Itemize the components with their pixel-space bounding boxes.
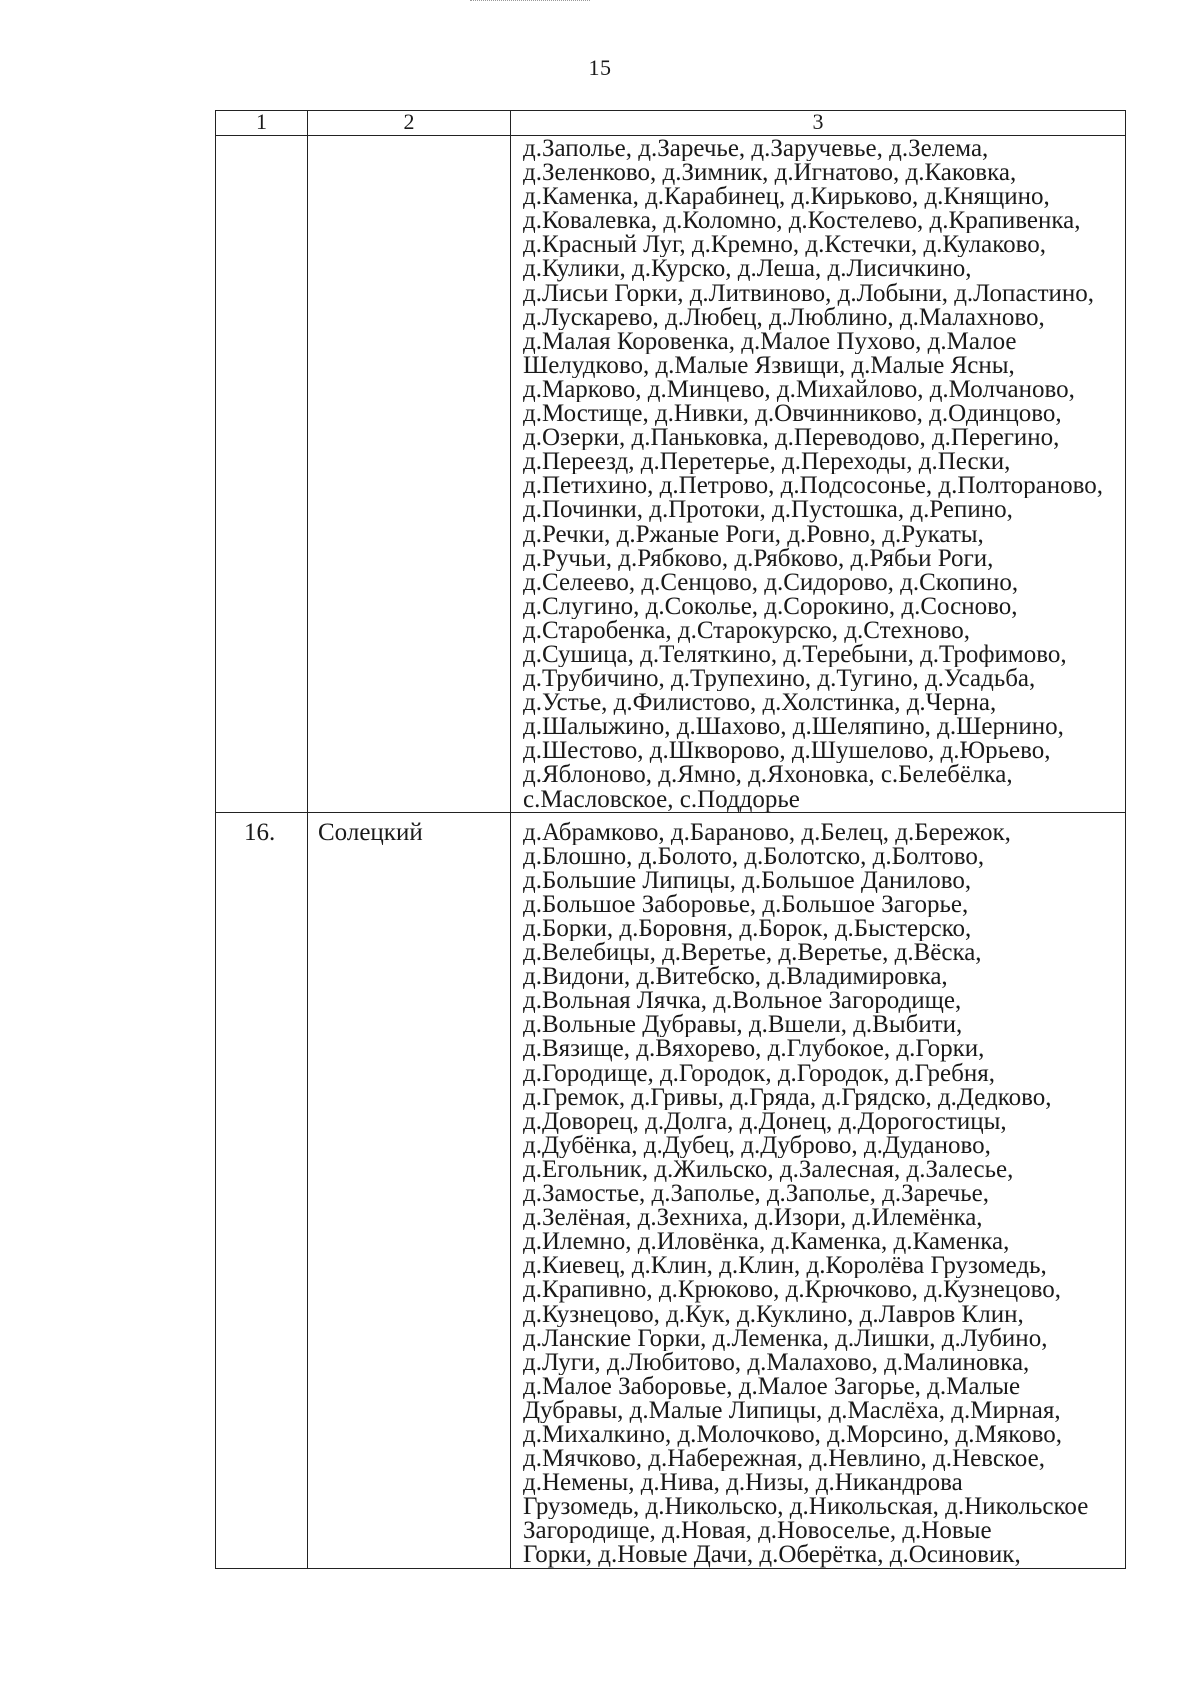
settlement-line: д.Абрамково, д.Бараново, д.Белец, д.Бережок, [523, 820, 1011, 845]
settlement-line: д.Киевец, д.Клин, д.Клин, д.Королёва Грузомедь, [523, 1254, 1047, 1279]
settlement-line: д.Доворец, д.Долга, д.Донец, д.Дорогостицы, [523, 1109, 1007, 1134]
settlement-line: д.Марково, д.Минцево, д.Михайлово, д.Молчаново, [523, 377, 1075, 403]
table-header-row [216, 111, 1126, 136]
settlement-line: д.Немены, д.Нива, д.Низы, д.Никандрова [523, 1471, 963, 1496]
settlement-line: Горки, д.Новые Дачи, д.Оберётка, д.Осиновик, [523, 1543, 1021, 1568]
settlement-line: д.Малая Коровенка, д.Малое Пухово, д.Малое [523, 329, 1017, 354]
settlement-line: д.Малое Заборовье, д.Малое Загорье, д.Малые [523, 1374, 1021, 1399]
settlement-line: д.Замостье, д.Заполье, д.Заполье, д.Заречье, [523, 1182, 990, 1207]
settlement-line: д.Переезд, д.Перетерье, д.Переходы, д.Пески, [523, 450, 1011, 475]
settlement-line: д.Кузнецово, д.Кук, д.Куклино, д.Лавров Клин, [523, 1302, 1024, 1327]
settlement-line: Шелудково, д.Малые Язвищи, д.Малые Ясны, [523, 353, 1015, 378]
settlement-line: д.Устье, д.Филистово, д.Холстинка, д.Черна, [523, 691, 997, 716]
settlement-line: Дубравы, д.Малые Липицы, д.Маслёха, д.Мирная, [523, 1398, 1061, 1423]
table-row-continuation [216, 136, 1126, 813]
district-name-cell: Солецкий [308, 812, 511, 1568]
settlement-line: д.Ковалевка, д.Коломно, д.Костелево, д.Крапивенка, [523, 209, 1081, 234]
settlement-line: д.Мячково, д.Набережная, д.Невлино, д.Невское, [523, 1447, 1045, 1472]
row-number-cell: 16. [216, 812, 308, 1568]
settlement-line: д.Большое Заборовье, д.Большое Загорье, [523, 892, 969, 917]
settlement-line: д.Сушица, д.Теляткино, д.Теребыни, д.Трофимово, [523, 642, 1067, 668]
settlement-line: д.Озерки, д.Паньковка, д.Переводово, д.Перегино, [523, 426, 1060, 451]
row-number-cell [216, 136, 308, 813]
settlements-table [215, 110, 1126, 1569]
settlement-line: д.Мостище, д.Нивки, д.Овчинниково, д.Одинцово, [523, 402, 1062, 427]
header-col-3: 3 [511, 111, 1126, 136]
settlement-line: д.Видони, д.Витебско, д.Владимировка, [523, 965, 948, 990]
settlement-line: д.Селеево, д.Сенцово, д.Сидорово, д.Скопино, [523, 570, 1019, 595]
settlement-line: д.Лускарево, д.Любец, д.Люблино, д.Малахново, [523, 305, 1045, 330]
settlement-line: д.Ланские Горки, д.Леменка, д.Лишки, д.Лубино, [523, 1326, 1048, 1351]
settlement-line: д.Слугино, д.Соколье, д.Сорокино, д.Сосново, [523, 594, 1018, 619]
settlements-list-cell [511, 136, 1126, 813]
header-col-2: 2 [308, 111, 511, 136]
settlement-line: д.Блошно, д.Болото, д.Болотско, д.Болтово, [523, 844, 985, 869]
top-scan-mark [470, 0, 590, 5]
settlement-line: д.Красный Луг, д.Кремно, д.Кстечки, д.Кулаково, [523, 233, 1046, 258]
settlement-line: Грузомедь, д.Никольско, д.Никольская, д.Никольское [523, 1495, 1089, 1520]
settlement-line: д.Старобенка, д.Старокурско, д.Стехново, [523, 618, 971, 643]
settlement-line: д.Шалыжино, д.Шахово, д.Шеляпино, д.Шернино, [523, 715, 1064, 740]
settlement-line: д.Гремок, д.Гривы, д.Гряда, д.Грядско, д.Дедково, [523, 1085, 1052, 1110]
settlement-line: д.Петихино, д.Петрово, д.Подсосонье, д.Полтораново, [523, 474, 1104, 499]
settlement-line: с.Масловское, с.Поддорье [523, 787, 800, 812]
settlement-line: д.Городище, д.Городок, д.Городок, д.Гребня, [523, 1061, 995, 1086]
settlement-line: д.Вязище, д.Вяхорево, д.Глубокое, д.Горки, [523, 1037, 985, 1062]
settlement-line: д.Речки, д.Ржаные Роги, д.Ровно, д.Рукаты, [523, 522, 984, 547]
settlement-line: д.Трубичино, д.Трупехино, д.Тугино, д.Усадьба, [523, 667, 1036, 692]
district-name-cell [308, 136, 511, 813]
settlement-line: д.Лисьи Горки, д.Литвиново, д.Лобыни, д.Лопастино, [523, 281, 1095, 306]
settlement-line: д.Луги, д.Любитово, д.Малахово, д.Малиновка, [523, 1350, 1030, 1375]
settlement-line: д.Заполье, д.Заречье, д.Заручевье, д.Зелема, [523, 137, 989, 162]
settlement-line: д.Ручьи, д.Рябково, д.Рябково, д.Рябьи Роги, [523, 546, 994, 571]
settlement-line: д.Крапивно, д.Крюково, д.Крючково, д.Кузнецово, [523, 1278, 1062, 1303]
settlement-line: д.Яблоново, д.Ямно, д.Яхоновка, с.Белебёлка, [523, 763, 1013, 788]
settlement-line: Загородище, д.Новая, д.Новоселье, д.Новые [523, 1519, 992, 1544]
settlement-line: д.Зелёная, д.Зехниха, д.Изори, д.Илемёнка, [523, 1206, 983, 1231]
settlement-line: д.Вольные Дубравы, д.Вшели, д.Выбити, [523, 1013, 963, 1038]
settlement-line: д.Вольная Лячка, д.Вольное Загородище, [523, 989, 962, 1014]
settlement-line: д.Кулики, д.Курско, д.Леша, д.Лисичкино, [523, 257, 972, 282]
settlement-line: д.Починки, д.Протоки, д.Пустошка, д.Репино, [523, 498, 1013, 523]
settlement-line: д.Шестово, д.Шкворово, д.Шушелово, д.Юрьево, [523, 739, 1051, 764]
settlement-line: д.Зеленково, д.Зимник, д.Игнатово, д.Каковка, [523, 161, 1017, 186]
settlement-line: д.Егольник, д.Жильско, д.Залесная, д.Залесье, [523, 1157, 1014, 1183]
settlement-line: д.Михалкино, д.Молочково, д.Морсино, д.Мяково, [523, 1422, 1062, 1448]
settlement-line: д.Большие Липицы, д.Большое Данилово, [523, 868, 972, 893]
settlement-line: д.Велебицы, д.Веретье, д.Веретье, д.Вёска, [523, 941, 982, 966]
settlements-list-cell [511, 812, 1126, 1568]
table-row-16 [216, 812, 1126, 1568]
header-col-1: 1 [216, 111, 308, 136]
page-number: 15 [588, 55, 612, 80]
settlement-line: д.Дубёнка, д.Дубец, д.Дуброво, д.Дуданово, [523, 1133, 991, 1158]
settlement-line: д.Борки, д.Боровня, д.Борок, д.Быстерско, [523, 917, 972, 942]
settlement-line: д.Илемно, д.Иловёнка, д.Каменка, д.Каменка, [523, 1230, 1010, 1255]
settlement-line: д.Каменка, д.Карабинец, д.Кирьково, д.Княщино, [523, 185, 1050, 210]
